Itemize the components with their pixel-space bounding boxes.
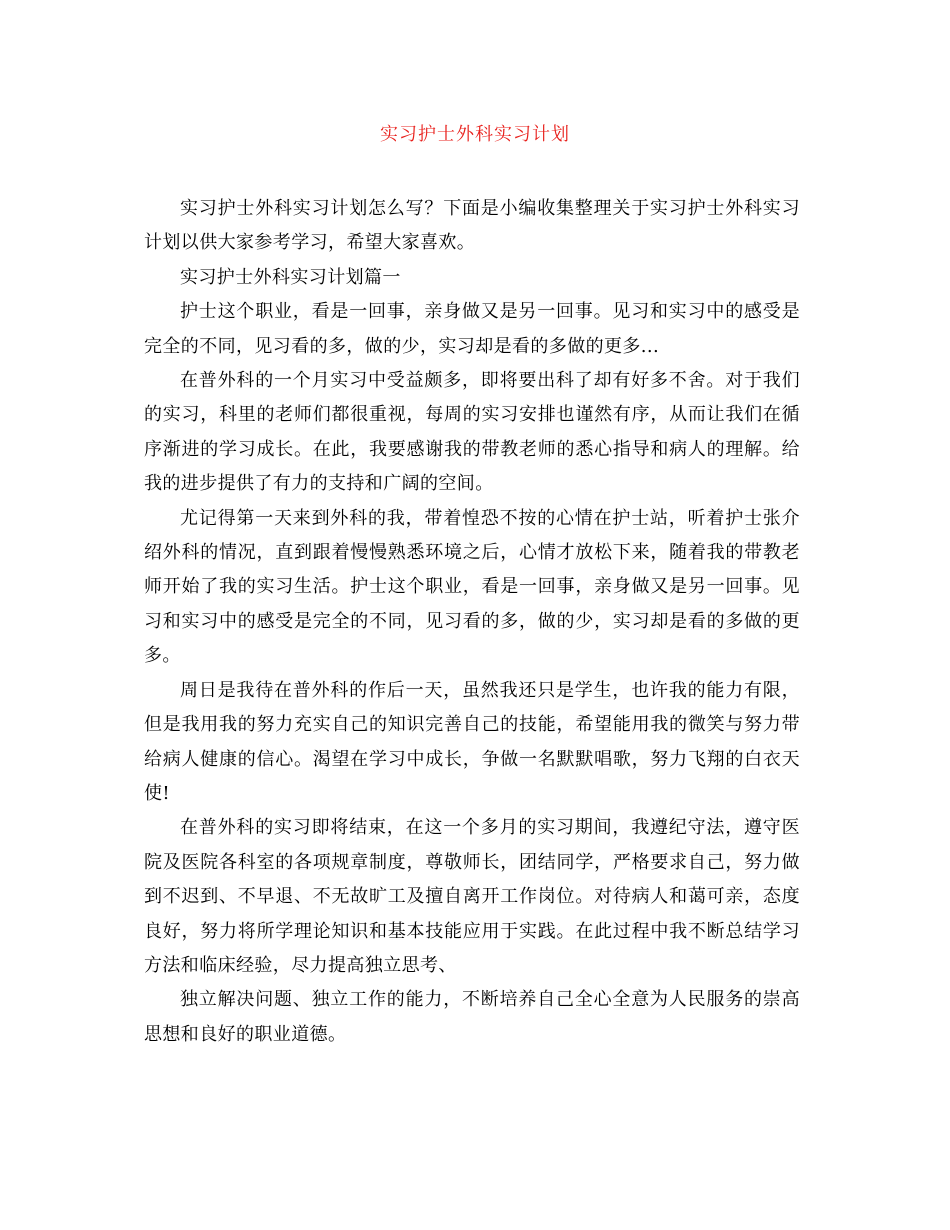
paragraph-2: 在普外科的一个月实习中受益颇多，即将要出科了却有好多不舍。对于我们的实习，科里的老师们都很重视，每周的实习安排也谨然有序，从而让我们在循序渐进的学习成长。在此，我要感谢我的带教老师的悉心指导和病人的理解。给我的进步提供了有力的支持和广阔的空间。 — [144, 370, 800, 495]
document-body — [144, 192, 800, 1052]
paragraph-5: 在普外科的实习即将结束，在这一个多月的实习期间，我遵纪守法，遵守医院及医院各科室的各项规章制度，尊敬师长，团结同学，严格要求自己，努力做到不迟到、不早退、不无故旷工及擅自离开工作岗位。对待病人和蔼可亲，态度良好，努力将所学理论知识和基本技能应用于实践。在此过程中我不断总结学习方法和临床经验，尽力提高独立思考、 — [144, 817, 800, 976]
paragraph-intro: 实习护士外科实习计划怎么写？下面是小编收集整理关于实习护士外科实习计划以供大家参考学习，希望大家喜欢。 — [144, 198, 800, 254]
document-title: 实习护士外科实习计划 — [380, 124, 570, 145]
paragraph-1: 护士这个职业，看是一回事，亲身做又是另一回事。见习和实习中的感受是完全的不同，见习看的多，做的少，实习却是看的多做的更多... — [144, 301, 800, 357]
section-heading: 实习护士外科实习计划篇一 — [180, 266, 401, 288]
paragraph-6: 独立解决问题、独立工作的能力，不断培养自己全心全意为人民服务的崇高思想和良好的职业道德。 — [144, 989, 800, 1045]
paragraph-3: 尤记得第一天来到外科的我，带着惶恐不按的心情在护士站，听着护士张介绍外科的情况，直到跟着慢慢熟悉环境之后，心情才放松下来，随着我的带教老师开始了我的实习生活。护士这个职业，看是一回事，亲身做又是另一回事。见习和实习中的感受是完全的不同，见习看的多，做的少，实习却是看的多做的更多。 — [144, 507, 800, 667]
paragraph-4: 周日是我待在普外科的作后一天，虽然我还只是学生，也许我的能力有限，但是我用我的努力充实自己的知识完善自己的技能，希望能用我的微笑与努力带给病人健康的信心。渴望在学习中成长，争做一名默默唱歌，努力飞翔的白衣天使! — [144, 679, 800, 804]
